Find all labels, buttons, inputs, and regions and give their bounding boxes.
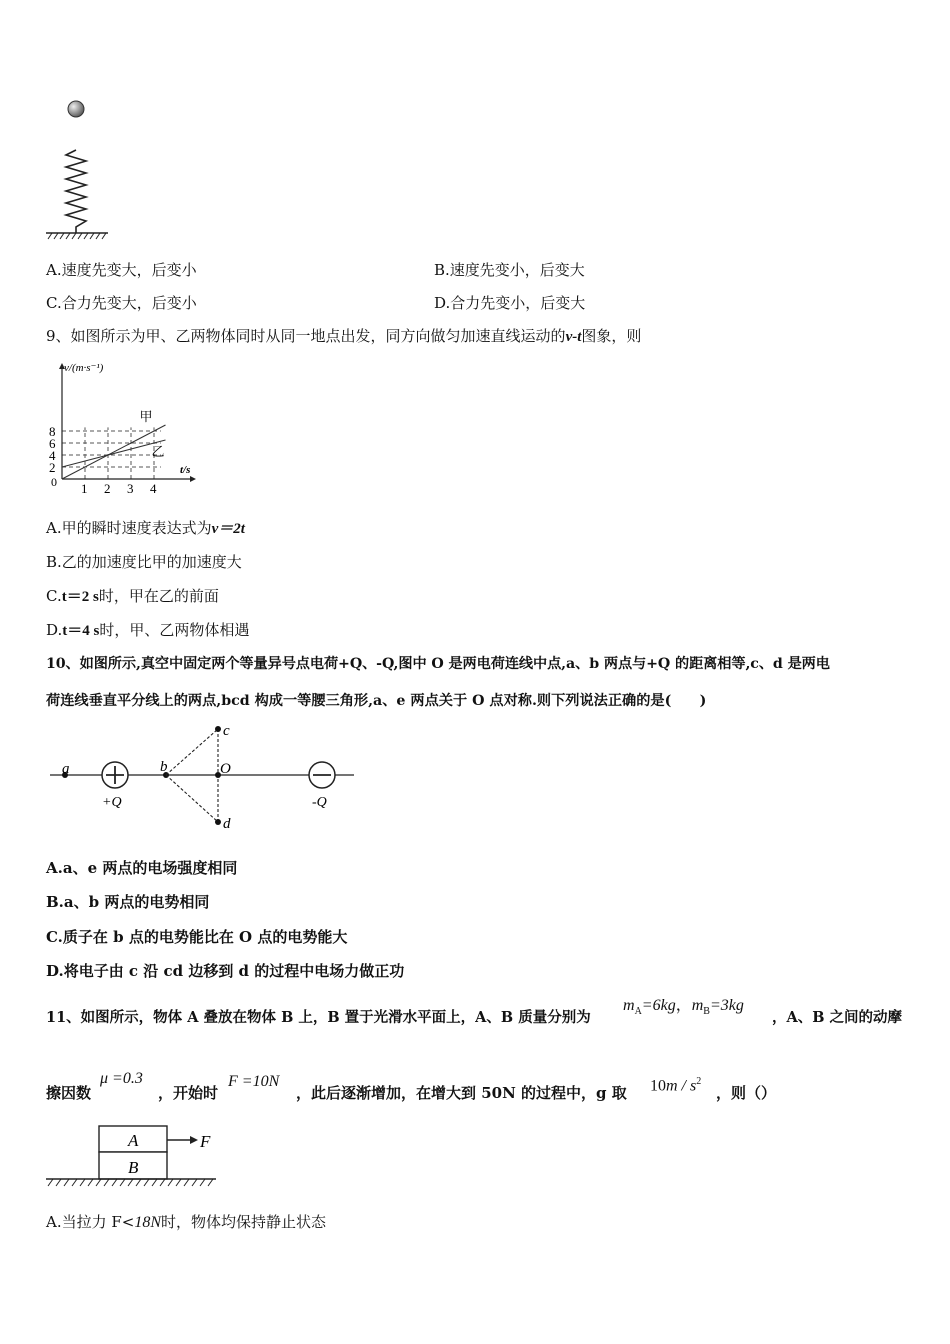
q11-force: F =10N xyxy=(228,1073,280,1090)
q9-option-a-prefix: A.甲的瞬时速度表达式为 xyxy=(46,519,212,537)
x-axis-label: t/s xyxy=(180,464,191,476)
label-a: a xyxy=(62,761,70,777)
x-tick-label: 1 xyxy=(81,481,88,496)
mass-b-sym: m xyxy=(691,997,704,1014)
q9-option-c-prefix: C. xyxy=(46,587,62,605)
mass-a-val: =6kg xyxy=(641,997,676,1014)
edge-bd xyxy=(166,775,218,822)
g-unit: m / s xyxy=(666,1077,697,1095)
g-exp: 2 xyxy=(696,1076,702,1087)
q9-option-c-suffix: 时，甲在乙的前面 xyxy=(98,587,219,605)
q11-mu: μ =0.3 xyxy=(100,1070,143,1087)
y-tick-label: 6 xyxy=(49,436,56,451)
label-d: d xyxy=(223,816,231,832)
q9-option-c-expr: t＝2 s xyxy=(61,589,99,605)
blocks-figure xyxy=(44,1124,224,1192)
x-tick-label: 2 xyxy=(104,481,111,496)
series-line xyxy=(62,425,166,479)
q10-option-b: B.a、b 两点的电势相同 xyxy=(46,893,210,911)
point-c xyxy=(215,726,221,732)
q11-stem-part1: 11、如图所示，物体 A 叠放在物体 B 上，B 置于光滑水平面上，A、B 质量分别为 xyxy=(46,1009,591,1026)
plus-charge-icon xyxy=(102,762,128,788)
q11-stem-line2-prefix: 擦因数 xyxy=(46,1084,92,1102)
force-arrow-head xyxy=(190,1136,198,1144)
q10-option-d: D.将电子由 c 沿 cd 边移到 d 的过程中电场力做正功 xyxy=(46,962,405,980)
q9-option-c xyxy=(46,586,219,607)
minus-charge-icon xyxy=(309,762,335,788)
q9-option-d-prefix: D. xyxy=(46,621,63,639)
mass-a-sub: A xyxy=(634,1006,642,1018)
chart-series xyxy=(62,409,166,479)
vt-chart xyxy=(44,355,204,500)
y-tick-label: 2 xyxy=(49,460,56,475)
y-axis-label: v/(m·s⁻¹) xyxy=(64,362,104,374)
x-axis-arrow xyxy=(190,476,196,482)
q9-stem xyxy=(46,326,641,347)
mass-b-sub: B xyxy=(703,1006,710,1018)
x-tick-label: 3 xyxy=(127,481,134,496)
ball xyxy=(68,101,84,117)
spring-ball-figure xyxy=(40,95,120,245)
q10-stem-line2: 荷连线垂直平分线上的两点,bcd 构成一等腰三角形,a、e 两点关于 O 点对称.则下列说法正确的是( ) xyxy=(46,693,707,709)
q11-stem-end: ，则（） xyxy=(716,1084,777,1102)
q9-option-d-suffix: 时，甲、乙两物体相遇 xyxy=(99,621,250,639)
q8-option-b: B.速度先变小，后变大 xyxy=(434,261,585,279)
label-minus-q: -Q xyxy=(312,795,327,810)
q9-stem-suffix: 图象，则 xyxy=(581,327,642,345)
q9-stem-prefix: 9、如图所示为甲、乙两物体同时从同一地点出发，同方向做匀加速直线运动的 xyxy=(46,327,566,345)
point-d xyxy=(215,819,221,825)
series-label: 乙 xyxy=(151,444,165,459)
origin-label: 0 xyxy=(51,475,57,489)
mass-b-val: =3kg xyxy=(709,997,744,1014)
block-b-label: B xyxy=(128,1158,139,1177)
chart-axes xyxy=(59,363,196,482)
q10-option-a: A.a、e 两点的电场强度相同 xyxy=(46,859,238,877)
q11-masses xyxy=(623,996,744,1022)
label-o: O xyxy=(220,761,231,777)
q8-option-a: A.速度先变大，后变小 xyxy=(46,261,197,279)
x-tick-label: 4 xyxy=(150,481,157,496)
chart-ticks xyxy=(49,424,157,496)
q9-option-b: B.乙的加速度比甲的加速度大 xyxy=(46,553,242,571)
label-plus-q: +Q xyxy=(102,795,122,810)
q9-option-a xyxy=(46,518,245,539)
label-b: b xyxy=(160,759,168,775)
q11-option-a-prefix: A.当拉力 F< xyxy=(46,1213,135,1231)
mass-sep: ， xyxy=(675,997,692,1014)
q10-stem-line1: 10、如图所示,真空中固定两个等量异号点电荷+Q、-Q,图中 O 是两电荷连线中点,a、b 两点与+Q 的距离相等,c、d 是两电 xyxy=(46,656,830,672)
edge-bc xyxy=(166,729,218,775)
series-label: 甲 xyxy=(139,409,153,424)
g-val: 10 xyxy=(650,1077,666,1095)
q9-option-d-expr: t＝4 s xyxy=(62,623,100,639)
label-c: c xyxy=(223,723,230,739)
q11-stem-part2: ，A、B 之间的动摩 xyxy=(772,1009,903,1026)
ground-hatch xyxy=(48,233,106,239)
y-tick-label: 8 xyxy=(49,424,56,439)
q11-stem-mid2: ，此后逐渐增加，在增大到 50N 的过程中，g 取 xyxy=(296,1084,627,1102)
block-a-label: A xyxy=(128,1131,139,1150)
q9-option-a-expr: v＝2t xyxy=(211,521,245,537)
q8-option-c: C.合力先变大，后变小 xyxy=(46,294,197,312)
q11-option-a-val: 18N xyxy=(134,1214,162,1231)
spring xyxy=(66,150,86,233)
q10-option-c: C.质子在 b 点的电势能比在 O 点的电势能大 xyxy=(46,928,348,946)
q11-option-a-suffix: 时，物体均保持静止状态 xyxy=(161,1213,327,1231)
q8-option-d: D.合力先变小，后变大 xyxy=(434,294,586,312)
charges-figure xyxy=(44,718,364,836)
y-tick-label: 4 xyxy=(49,448,56,463)
q9-stem-vt: v-t xyxy=(565,329,582,345)
force-label: F xyxy=(200,1132,211,1151)
floor-hatch xyxy=(48,1179,213,1186)
q11-option-a xyxy=(46,1212,326,1233)
q11-g xyxy=(650,1072,701,1096)
series-line xyxy=(62,440,166,467)
q11-stem-mid1: ，开始时 xyxy=(158,1084,219,1102)
mass-a-sym: m xyxy=(623,997,635,1014)
q9-option-d xyxy=(46,620,249,641)
